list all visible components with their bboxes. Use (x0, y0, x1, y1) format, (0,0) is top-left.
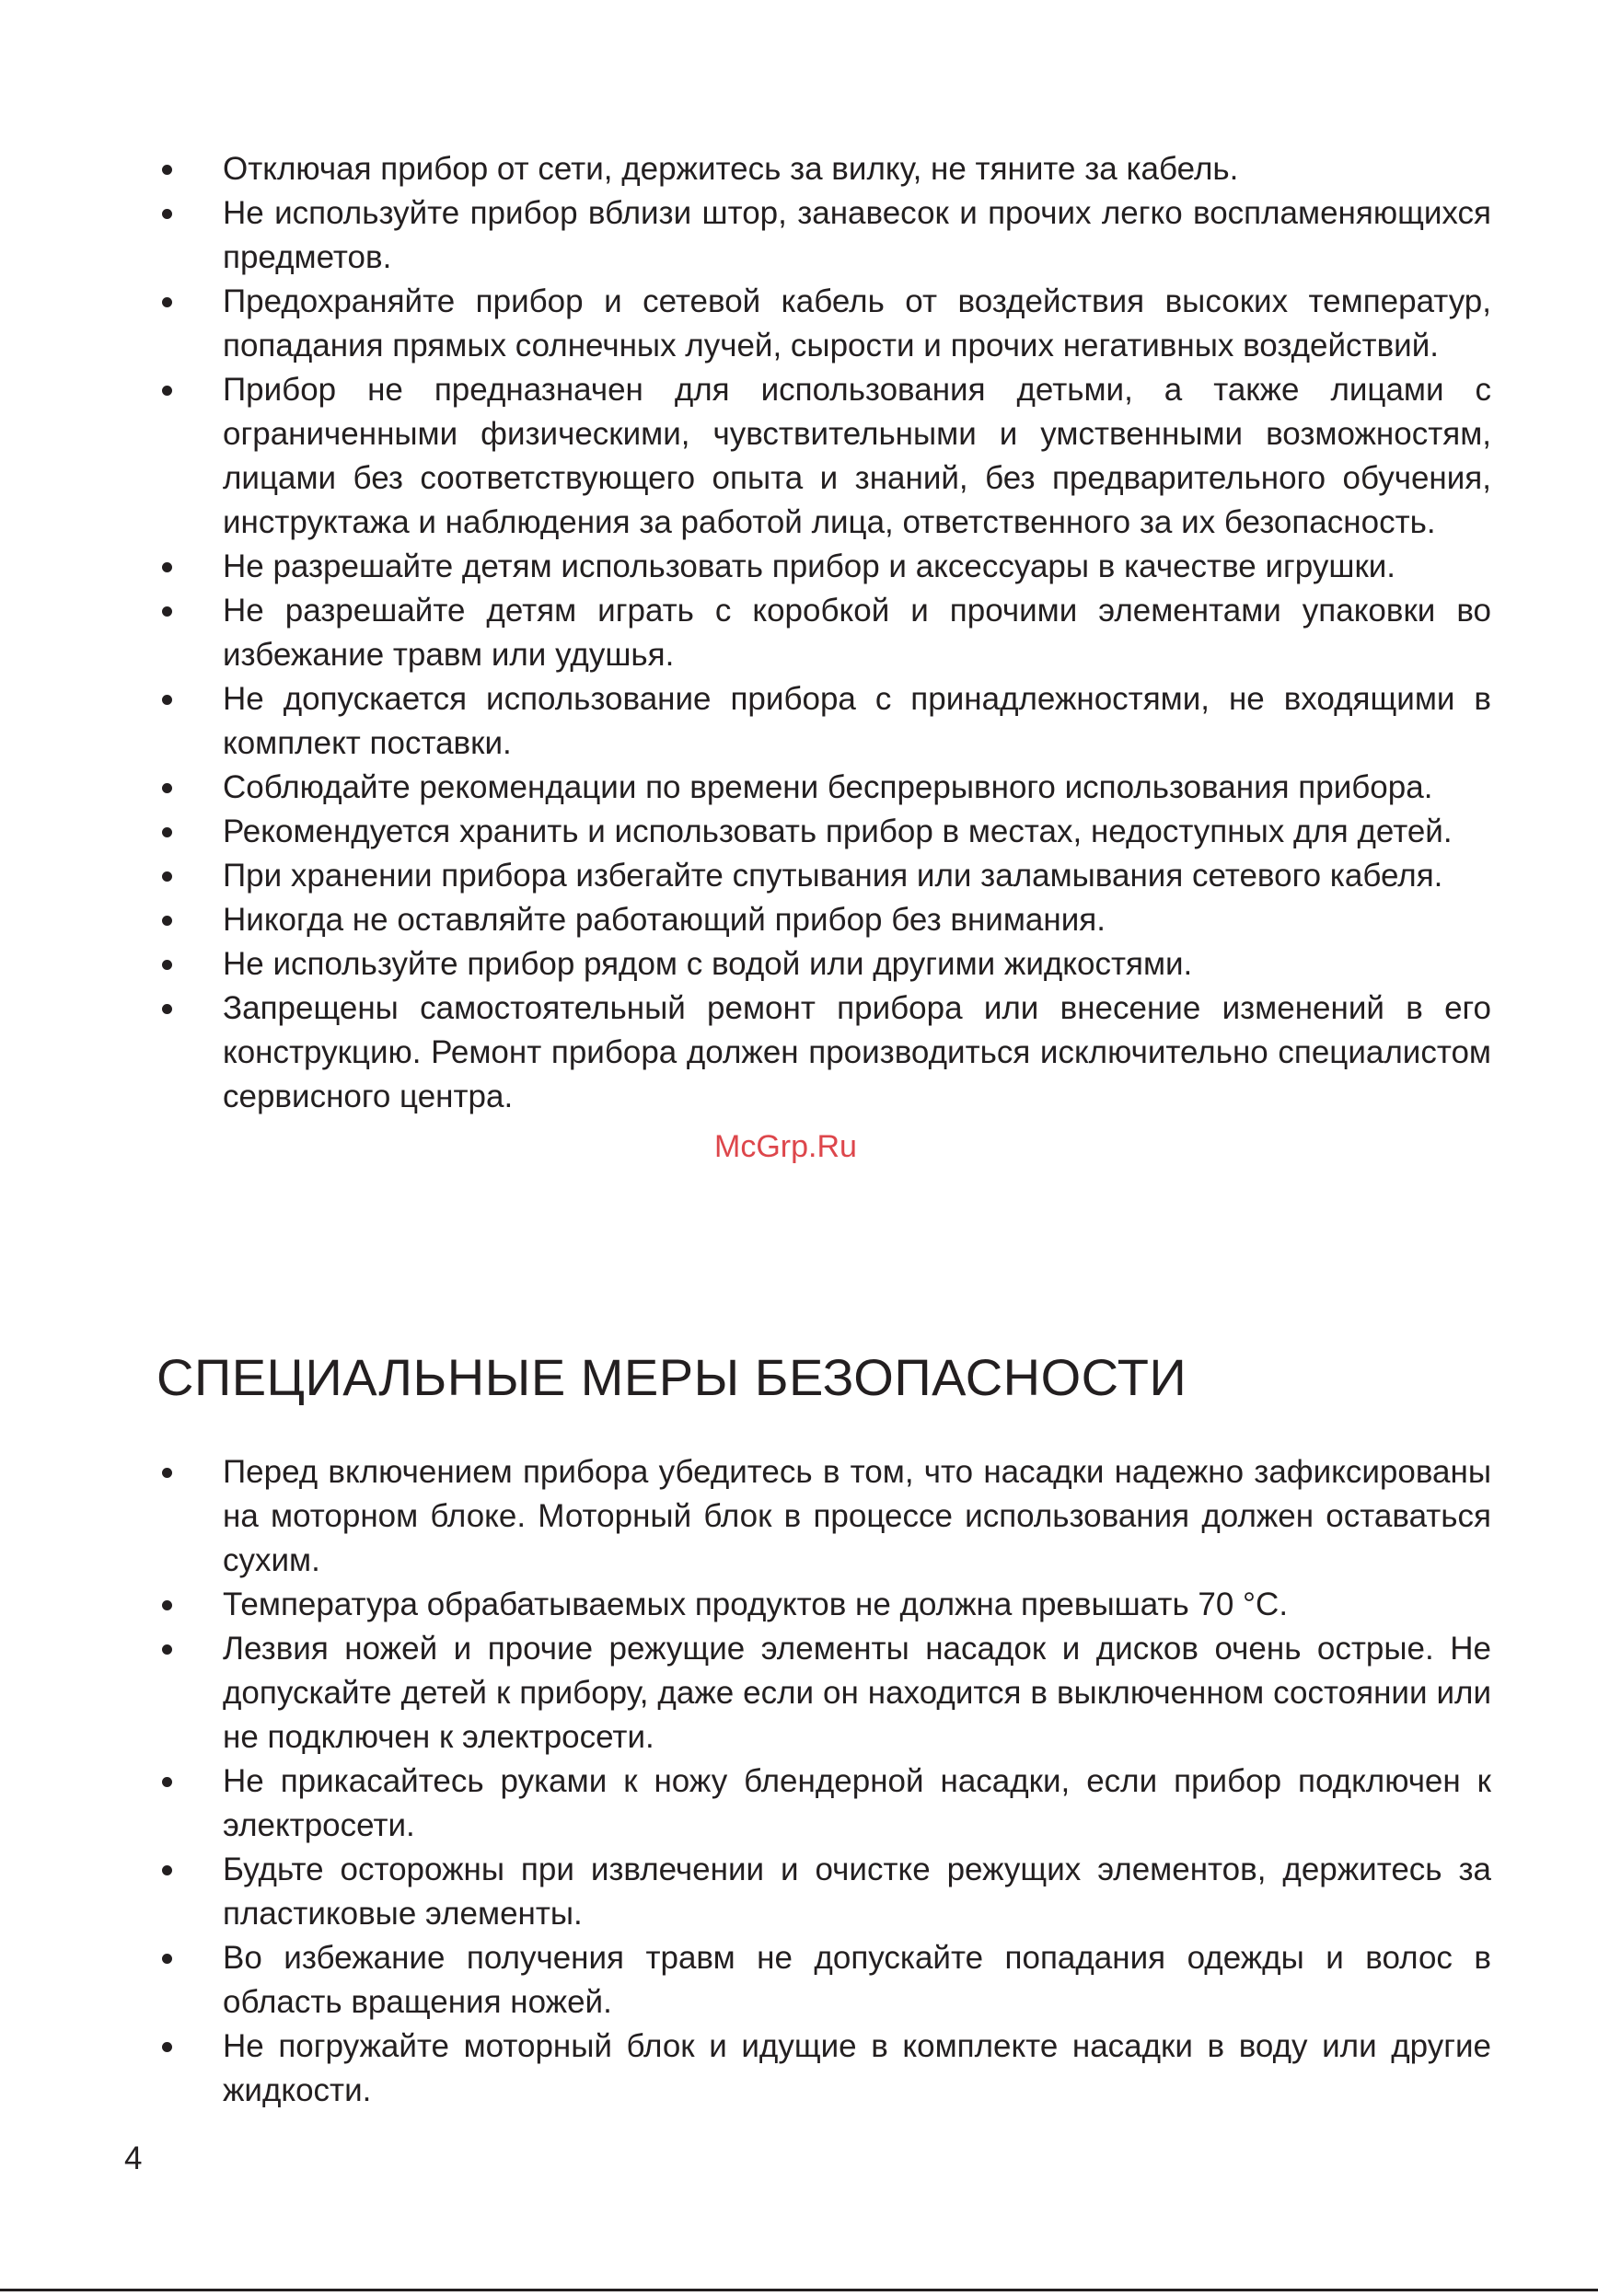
list-item (156, 1936, 1491, 2025)
bullet-icon (162, 297, 172, 307)
list-item-text: Прибор не предназначен для использования детьми, а также лицами с ограниченными физическими, чувствительными и умственными возможностям, лицами без соответствующего опыта и знаний, без предварительного обучения, инструктажа и наблюдения за работой лица, ответственного за их безопасность. (223, 372, 1491, 540)
list-item-text: При хранении прибора избегайте спутывания или заламывания сетевого кабеля. (223, 858, 1443, 894)
list-item (156, 677, 1491, 766)
list-item (156, 810, 1491, 854)
bullet-icon (162, 606, 172, 617)
list-item-text: Рекомендуется хранить и использовать прибор в местах, недоступных для детей. (223, 813, 1453, 849)
list-item-text: Во избежание получения травм не допускайте попадания одежды и волос в область вращения ножей. (223, 1940, 1491, 2020)
list-item-text: Лезвия ножей и прочие режущие элементы насадок и дисков очень острые. Не допускайте детей к прибору, даже если он находится в выключенном состоянии или не подключен к электросети. (223, 1631, 1491, 1755)
list-item (156, 942, 1491, 986)
list-item (156, 854, 1491, 898)
bullet-icon (162, 916, 172, 926)
list-item-text: Не погружайте моторный блок и идущие в комплекте насадки в воду или другие жидкости. (223, 2028, 1491, 2108)
list-item (156, 1848, 1491, 1936)
list-item-text: Будьте осторожны при извлечении и очистке режущих элементов, держитесь за пластиковые элементы. (223, 1852, 1491, 1932)
list-item (156, 147, 1491, 191)
list-item-text: Температура обрабатываемых продуктов не должна превышать 70 °C. (223, 1586, 1289, 1622)
bullet-icon (162, 2042, 172, 2052)
list-item-text: Не разрешайте детям играть с коробкой и прочими элементами упаковки во избежание травм или удушья. (223, 593, 1491, 673)
list-item (156, 1759, 1491, 1848)
bullet-icon (162, 1600, 172, 1610)
bullet-icon (162, 1777, 172, 1787)
list-item-text: Не используйте прибор рядом с водой или другими жидкостями. (223, 946, 1193, 982)
list-item-text: Не используйте прибор вблизи штор, занавесок и прочих легко воспламеняющихся предметов. (223, 195, 1491, 275)
bullet-icon (162, 1004, 172, 1014)
bullet-icon (162, 209, 172, 219)
list-item (156, 368, 1491, 545)
list-item (156, 1627, 1491, 1759)
bullet-icon (162, 1468, 172, 1478)
general-safety-list (156, 147, 1491, 1119)
list-item (156, 545, 1491, 589)
list-item-text: Перед включением прибора убедитесь в том, что насадки надежно зафиксированы на моторном блоке. Моторный блок в процессе использования должен оставаться сухим. (223, 1454, 1491, 1578)
list-item-text: Предохраняйте прибор и сетевой кабель от воздействия высоких температур, попадания прямых солнечных лучей, сырости и прочих негативных воздействий. (223, 283, 1491, 363)
bottom-divider (0, 2289, 1598, 2291)
list-item-text: Не прикасайтесь руками к ножу блендерной насадки, если прибор подключен к электросети. (223, 1763, 1491, 1843)
list-item-text: Не допускается использование прибора с принадлежностями, не входящими в комплект поставки. (223, 681, 1491, 761)
bullet-icon (162, 871, 172, 882)
list-item (156, 2025, 1491, 2113)
list-item (156, 898, 1491, 942)
list-item (156, 986, 1491, 1119)
special-safety-list (156, 1450, 1491, 2113)
list-item (156, 589, 1491, 677)
bullet-icon (162, 960, 172, 970)
list-item-text: Запрещены самостоятельный ремонт прибора или внесение изменений в его конструкцию. Ремонт прибора должен производиться исключительно специалистом сервисного центра. (223, 990, 1491, 1114)
bullet-icon (162, 695, 172, 705)
list-item (156, 1583, 1491, 1627)
bullet-icon (162, 1865, 172, 1875)
bullet-icon (162, 1954, 172, 1964)
list-item-text: Никогда не оставляйте работающий прибор без внимания. (223, 902, 1106, 938)
list-item-text: Соблюдайте рекомендации по времени беспрерывного использования прибора. (223, 769, 1433, 805)
bullet-icon (162, 783, 172, 793)
list-item-text: Отключая прибор от сети, держитесь за вилку, не тяните за кабель. (223, 151, 1239, 187)
bullet-icon (162, 1644, 172, 1655)
bullet-icon (162, 827, 172, 837)
bullet-icon (162, 386, 172, 396)
list-item (156, 191, 1491, 280)
bullet-icon (162, 165, 172, 175)
page-number: 4 (124, 2140, 143, 2176)
list-item (156, 280, 1491, 368)
section-title: СПЕЦИАЛЬНЫЕ МЕРЫ БЕЗОПАСНОСТИ (156, 1348, 1187, 1406)
list-item (156, 766, 1491, 810)
watermark-text: McGrp.Ru (714, 1129, 857, 1164)
list-item-text: Не разрешайте детям использовать прибор и аксессуары в качестве игрушки. (223, 548, 1396, 584)
bullet-icon (162, 562, 172, 572)
list-item (156, 1450, 1491, 1583)
